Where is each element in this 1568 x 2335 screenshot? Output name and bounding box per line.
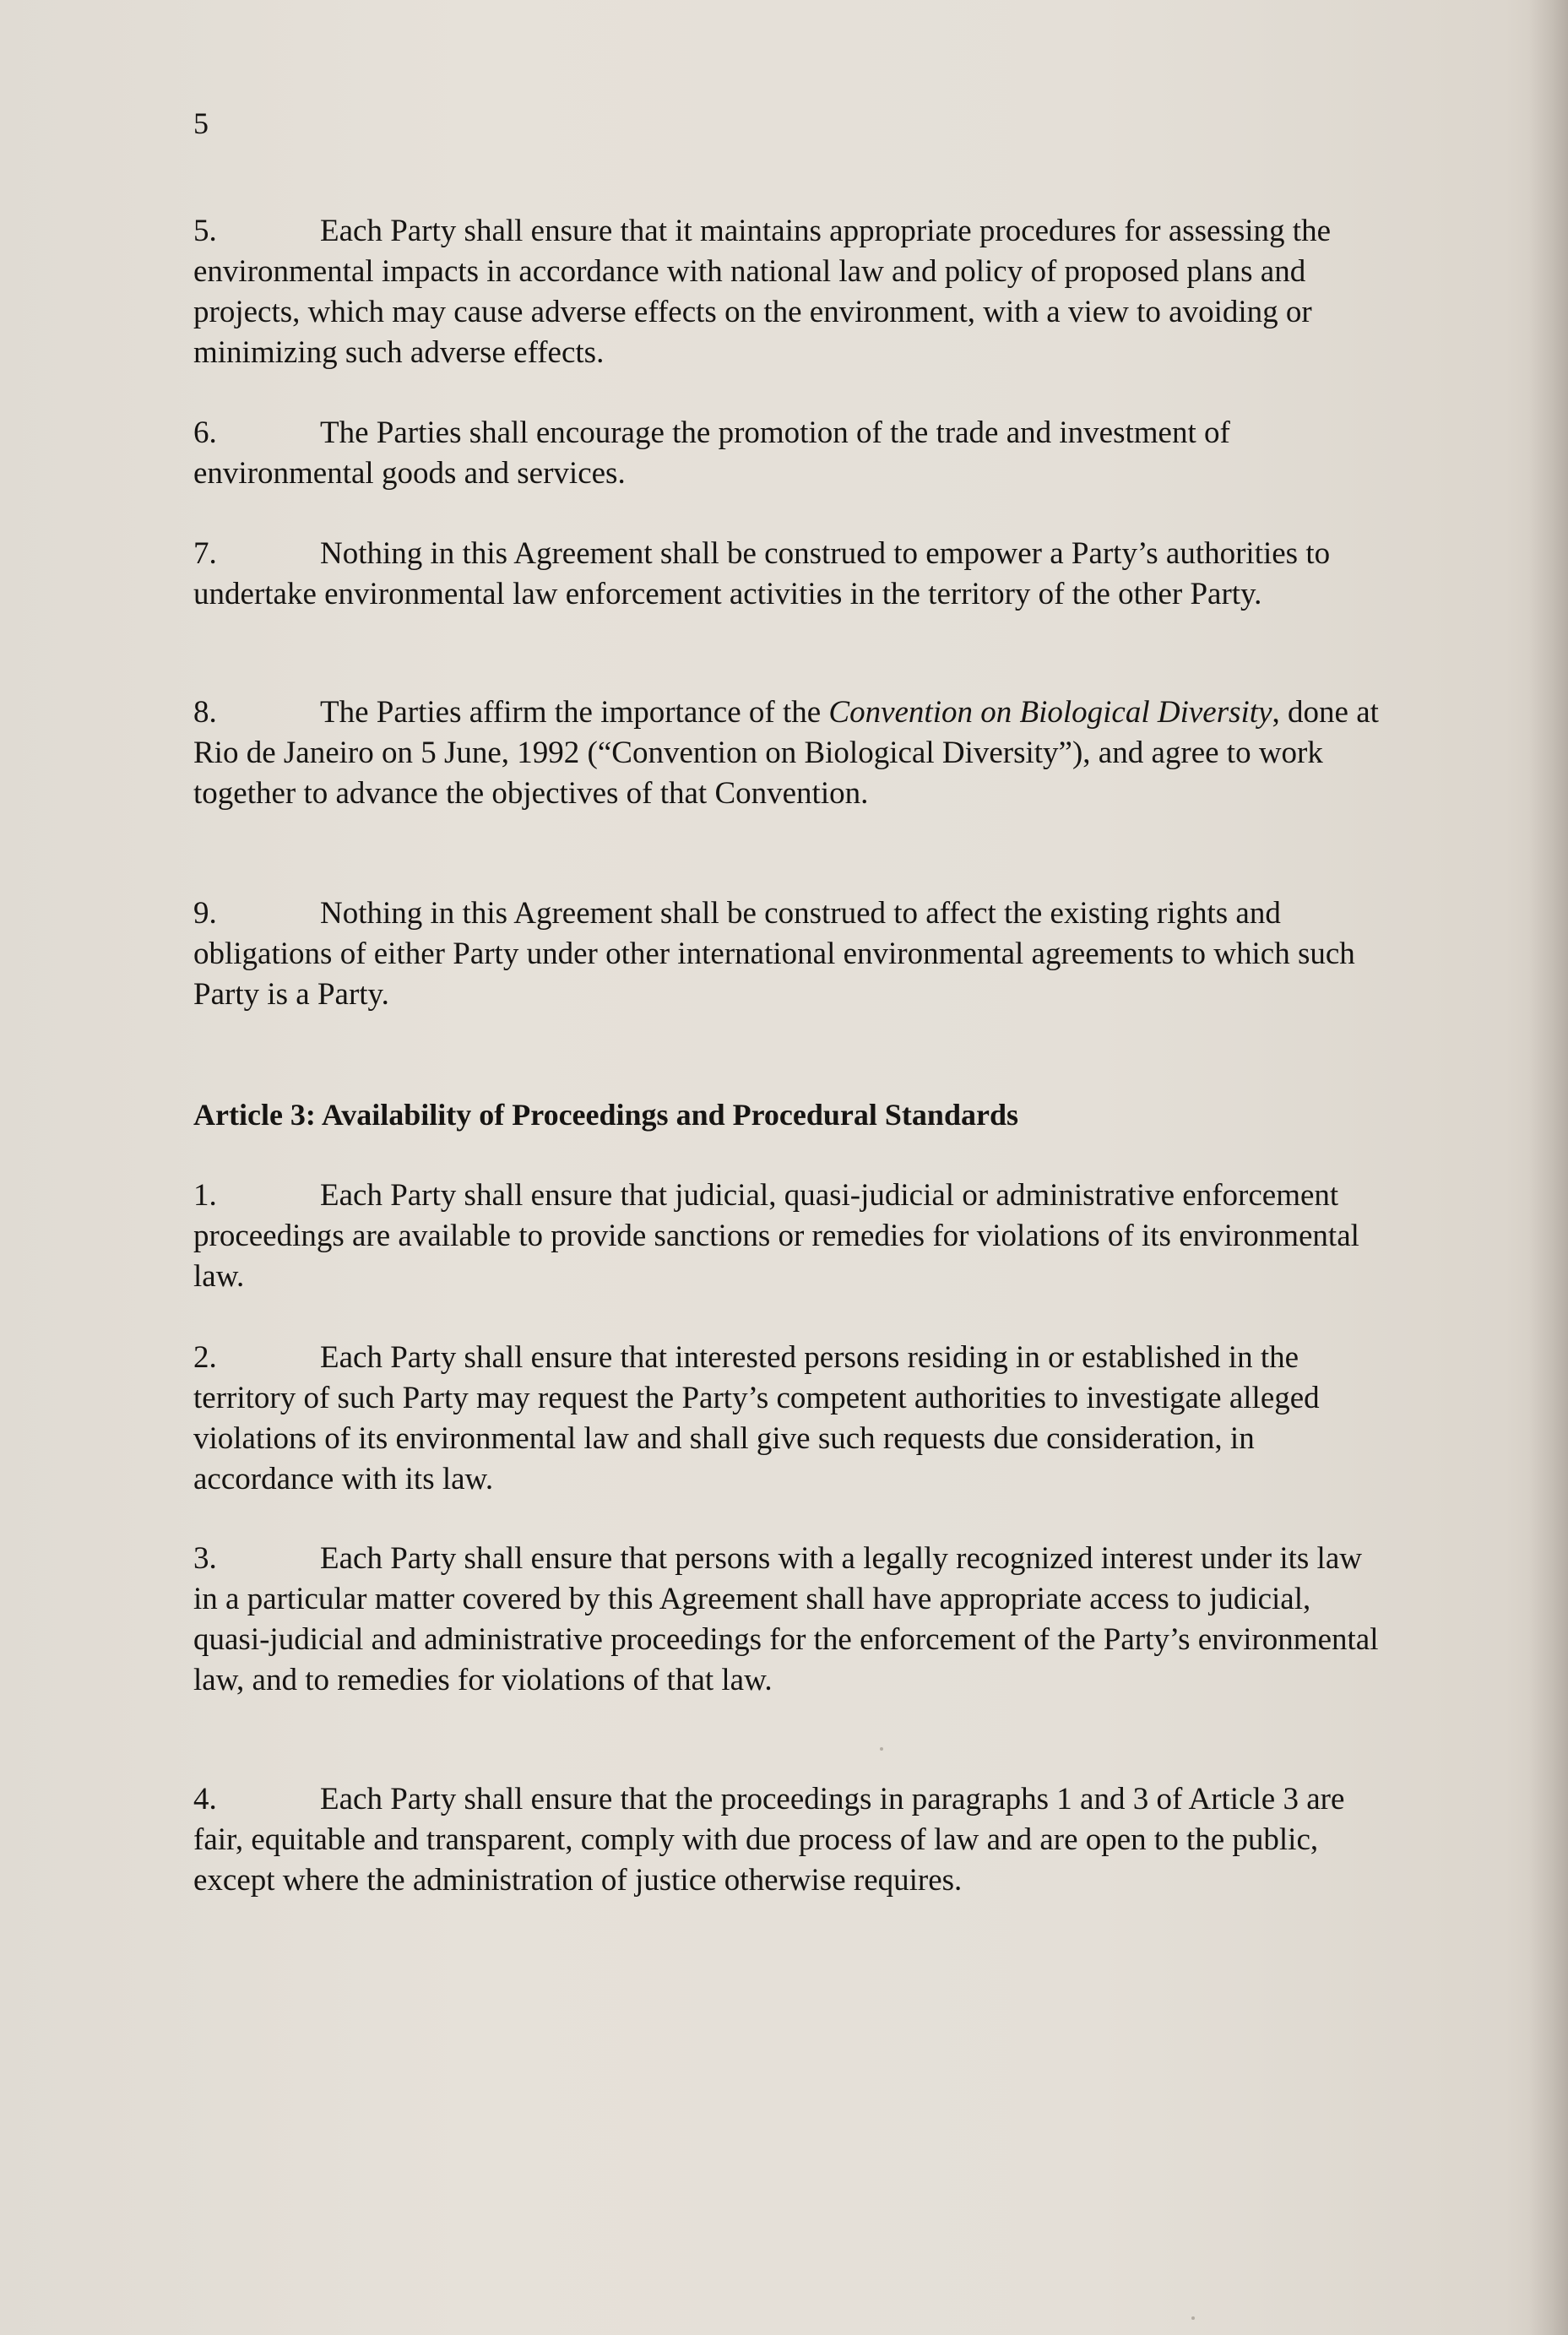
paragraph-number: 2. [193,1340,217,1375]
scan-speck [1191,2316,1195,2320]
paragraph-number: 4. [193,1782,217,1816]
paragraph-text: The Parties shall encourage the promotion of the trade and investment of environmental goods and services. [193,415,1230,491]
paragraph-number: 7. [193,536,217,571]
paragraph-art2-5 [193,211,1392,373]
paragraph-art2-9 [193,893,1392,1015]
paragraph-art3-2 [193,1338,1392,1500]
convention-title: Convention on Biological Diversity [828,695,1272,730]
paragraph-number: 5. [193,214,217,248]
paragraph-number: 3. [193,1541,217,1576]
paragraph-text-end: , done at Rio de Janeiro on 5 June, 1992 (“Convention on Biological Diversity”), and agree to work together to advance the objectives of that Convention. [193,695,1379,811]
page-number: 5 [193,106,209,140]
paragraph-art2-7 [193,534,1392,615]
paragraph-number: 9. [193,896,217,931]
paragraph-text: Each Party shall ensure that judicial, quasi-judicial or administrative enforcement proceedings are available to provide sanctions or remedies for violations of its environmental law. [193,1178,1359,1294]
page-edge-shadow [1529,0,1568,2335]
paragraph-text: Each Party shall ensure that the proceedings in paragraphs 1 and 3 of Article 3 are fair, equitable and transparent, comply with due process of law and are open to the public, except where the administration of justice otherwise requires. [193,1782,1345,1898]
paragraph-art2-8 [193,692,1392,814]
paragraph-text-start: The Parties affirm the importance of the [320,695,829,730]
paragraph-art3-3 [193,1539,1392,1701]
paragraph-text: Each Party shall ensure that persons with a legally recognized interest under its law in a particular matter covered by this Agreement shall have appropriate access to judicial, quasi-judicial and administrative proceedings for the enforcement of the Party’s environmental law, and to remedies for violations of that law. [193,1541,1379,1697]
paragraph-art3-4 [193,1779,1392,1901]
scan-speck [880,1747,883,1751]
paragraph-number: 8. [193,695,217,730]
paragraph-art2-6 [193,413,1392,494]
paragraph-number: 6. [193,415,217,450]
paragraph-number: 1. [193,1178,217,1213]
paragraph-art3-1 [193,1176,1392,1297]
article-3-heading: Article 3: Availability of Proceedings and Procedural Standards [193,1098,1018,1132]
paragraph-text: Nothing in this Agreement shall be construed to affect the existing rights and obligations of either Party under other international environmental agreements to which such Party is a Party. [193,896,1355,1012]
paragraph-text: Each Party shall ensure that interested persons residing in or established in the territory of such Party may request the Party’s competent authorities to investigate alleged violations of its environmental law and shall give such requests due consideration, in accordance with its law. [193,1340,1320,1496]
paragraph-text: Nothing in this Agreement shall be construed to empower a Party’s authorities to undertake environmental law enforcement activities in the territory of the other Party. [193,536,1331,611]
paragraph-text: Each Party shall ensure that it maintains appropriate procedures for assessing the environmental impacts in accordance with national law and policy of proposed plans and projects, which may cause adverse effects on the environment, with a view to avoiding or minimizing such adverse effects. [193,214,1331,370]
